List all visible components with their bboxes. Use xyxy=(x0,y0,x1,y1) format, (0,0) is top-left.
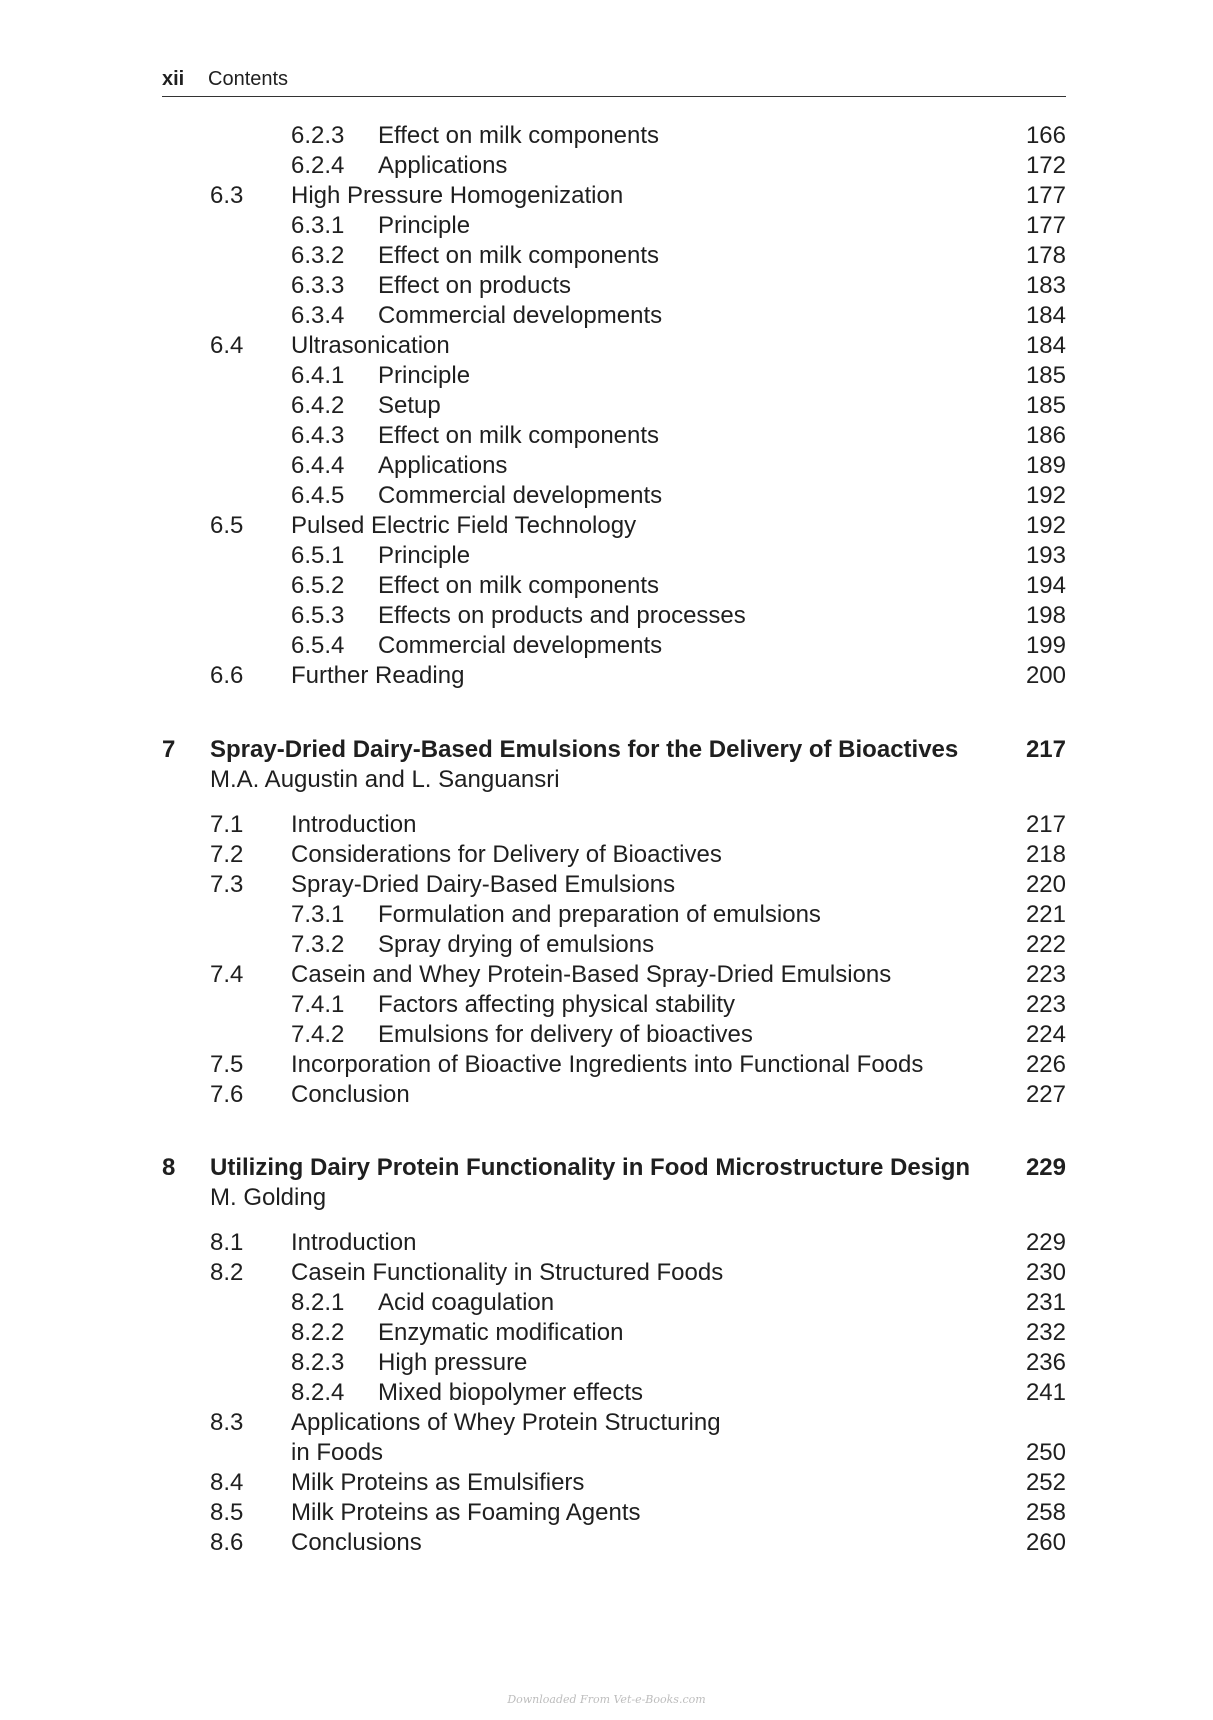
subsection-number: 6.3.4 xyxy=(291,302,345,329)
subsection-title: Factors affecting physical stability xyxy=(378,991,736,1018)
toc-section-row xyxy=(0,661,1213,691)
toc-subsection-row xyxy=(0,541,1213,571)
section-title: Milk Proteins as Emulsifiers xyxy=(291,1469,585,1496)
subsection-number: 6.4.1 xyxy=(291,362,345,389)
subsection-number: 6.5.1 xyxy=(291,542,345,569)
subsection-number: 6.4.3 xyxy=(291,422,345,449)
page-ref: 192 xyxy=(1025,512,1066,539)
toc-section-row xyxy=(0,1258,1213,1288)
subsection-number: 6.4.2 xyxy=(291,392,345,419)
page-ref: 184 xyxy=(1025,302,1066,329)
section-number: 6.5 xyxy=(210,512,244,539)
section-number: 7.4 xyxy=(210,961,244,988)
section-title: Introduction xyxy=(291,811,417,838)
subsection-number: 8.2.3 xyxy=(291,1349,345,1376)
toc-subsection-row xyxy=(0,1318,1213,1348)
section-number: 7.2 xyxy=(210,841,244,868)
subsection-number: 7.3.1 xyxy=(291,901,345,928)
page-ref: 217 xyxy=(1025,811,1066,838)
subsection-number: 8.2.2 xyxy=(291,1319,345,1346)
subsection-title: Mixed biopolymer effects xyxy=(378,1379,644,1406)
subsection-number: 6.5.4 xyxy=(291,632,345,659)
toc-section-row xyxy=(0,1050,1213,1080)
page-ref: 231 xyxy=(1025,1289,1066,1316)
subsection-title: Enzymatic modification xyxy=(378,1319,624,1346)
subsection-number: 6.4.5 xyxy=(291,482,345,509)
page-ref: 232 xyxy=(1025,1319,1066,1346)
toc-subsection-row xyxy=(0,571,1213,601)
chapter-heading xyxy=(0,1153,1213,1183)
page-ref: 192 xyxy=(1025,482,1066,509)
subsection-number: 6.5.2 xyxy=(291,572,345,599)
subsection-title: Effect on milk components xyxy=(378,242,660,269)
section-title: Further Reading xyxy=(291,662,465,689)
toc-section-row xyxy=(0,1468,1213,1498)
chapter-number: 7 xyxy=(162,736,176,763)
section-title: Incorporation of Bioactive Ingredients into Functional Foods xyxy=(291,1051,924,1078)
page-ref: 186 xyxy=(1025,422,1066,449)
subsection-title: Spray drying of emulsions xyxy=(378,931,655,958)
toc-section-row xyxy=(0,511,1213,541)
toc-section-row xyxy=(0,1080,1213,1110)
section-title: Introduction xyxy=(291,1229,417,1256)
chapter-heading xyxy=(0,735,1213,765)
page-ref: 193 xyxy=(1025,542,1066,569)
page-ref: 183 xyxy=(1025,272,1066,299)
section-title: High Pressure Homogenization xyxy=(291,182,624,209)
page-ref: 258 xyxy=(1025,1499,1066,1526)
page-ref: 172 xyxy=(1025,152,1066,179)
page-ref: 250 xyxy=(1025,1439,1066,1466)
subsection-number: 6.3.3 xyxy=(291,272,345,299)
chapter-page: 229 xyxy=(1025,1154,1066,1181)
page-ref: 166 xyxy=(1025,122,1066,149)
page-ref: 236 xyxy=(1025,1349,1066,1376)
subsection-number: 6.2.4 xyxy=(291,152,345,179)
subsection-title: Principle xyxy=(378,542,471,569)
page-ref: 199 xyxy=(1025,632,1066,659)
subsection-title: Applications xyxy=(378,152,508,179)
subsection-title: Commercial developments xyxy=(378,482,663,509)
subsection-title: Effect on milk components xyxy=(378,122,660,149)
section-number: 8.2 xyxy=(210,1259,244,1286)
toc-subsection-row xyxy=(0,421,1213,451)
page-ref: 260 xyxy=(1025,1529,1066,1556)
subsection-number: 6.5.3 xyxy=(291,602,345,629)
page-ref: 241 xyxy=(1025,1379,1066,1406)
page-ref: 222 xyxy=(1025,931,1066,958)
subsection-number: 7.3.2 xyxy=(291,931,345,958)
subsection-number: 6.3.2 xyxy=(291,242,345,269)
toc-subsection-row xyxy=(0,631,1213,661)
section-title: Milk Proteins as Foaming Agents xyxy=(291,1499,641,1526)
section-title: Casein Functionality in Structured Foods xyxy=(291,1259,724,1286)
subsection-title: Emulsions for delivery of bioactives xyxy=(378,1021,753,1048)
subsection-title: Principle xyxy=(378,362,471,389)
page-ref: 230 xyxy=(1025,1259,1066,1286)
toc-subsection-row xyxy=(0,481,1213,511)
chapter-title: Spray-Dried Dairy-Based Emulsions for the Delivery of Bioactives xyxy=(210,736,959,763)
subsection-title: Principle xyxy=(378,212,471,239)
toc-subsection-row xyxy=(0,1378,1213,1408)
section-title: Ultrasonication xyxy=(291,332,450,359)
toc-subsection-row xyxy=(0,1348,1213,1378)
section-title: in Foods xyxy=(291,1439,384,1466)
subsection-title: Acid coagulation xyxy=(378,1289,555,1316)
page-ref: 185 xyxy=(1025,392,1066,419)
page-ref: 178 xyxy=(1025,242,1066,269)
page-ref: 224 xyxy=(1025,1021,1066,1048)
subsection-number: 8.2.4 xyxy=(291,1379,345,1406)
toc-subsection-row xyxy=(0,361,1213,391)
section-number: 8.6 xyxy=(210,1529,244,1556)
section-number: 6.4 xyxy=(210,332,244,359)
section-number: 7.6 xyxy=(210,1081,244,1108)
watermark: Downloaded From Vet-e-Books.com xyxy=(507,1693,706,1706)
toc-subsection-row xyxy=(0,241,1213,271)
page-ref: 194 xyxy=(1025,572,1066,599)
toc-section-row xyxy=(0,1408,1213,1438)
toc-subsection-row xyxy=(0,271,1213,301)
page-ref: 223 xyxy=(1025,961,1066,988)
chapter-title: Utilizing Dairy Protein Functionality in Food Microstructure Design xyxy=(210,1154,971,1181)
toc-subsection-row xyxy=(0,990,1213,1020)
page-ref: 229 xyxy=(1025,1229,1066,1256)
subsection-title: Applications xyxy=(378,452,508,479)
toc-subsection-row xyxy=(0,211,1213,241)
subsection-title: Effect on milk components xyxy=(378,572,660,599)
toc-section-row xyxy=(0,181,1213,211)
page-ref: 189 xyxy=(1025,452,1066,479)
page-ref: 200 xyxy=(1025,662,1066,689)
section-title: Considerations for Delivery of Bioactives xyxy=(291,841,722,868)
subsection-number: 6.3.1 xyxy=(291,212,345,239)
toc-section-row xyxy=(0,810,1213,840)
toc-subsection-row xyxy=(0,601,1213,631)
toc-subsection-row xyxy=(0,451,1213,481)
page-ref: 221 xyxy=(1025,901,1066,928)
chapter-author: M. Golding xyxy=(210,1184,327,1211)
toc-section-row xyxy=(0,1498,1213,1528)
section-number: 7.1 xyxy=(210,811,244,838)
toc-subsection-row xyxy=(0,391,1213,421)
section-number: 6.6 xyxy=(210,662,244,689)
section-title: Conclusion xyxy=(291,1081,410,1108)
chapter-author: M.A. Augustin and L. Sanguansri xyxy=(210,766,560,793)
subsection-title: Effect on products xyxy=(378,272,572,299)
page-ref: 220 xyxy=(1025,871,1066,898)
toc-subsection-row xyxy=(0,301,1213,331)
toc-section-row xyxy=(0,870,1213,900)
page-ref: 218 xyxy=(1025,841,1066,868)
chapter-number: 8 xyxy=(162,1154,176,1181)
subsection-number: 7.4.2 xyxy=(291,1021,345,1048)
subsection-title: Commercial developments xyxy=(378,632,663,659)
toc-subsection-row xyxy=(0,121,1213,151)
page-ref: 177 xyxy=(1025,182,1066,209)
toc-section-row xyxy=(0,840,1213,870)
toc-subsection-row xyxy=(0,151,1213,181)
toc-section-row xyxy=(0,1528,1213,1558)
subsection-title: Effects on products and processes xyxy=(378,602,746,629)
page-ref: 226 xyxy=(1025,1051,1066,1078)
subsection-title: Effect on milk components xyxy=(378,422,660,449)
page-number: xii xyxy=(162,68,185,90)
chapter-page: 217 xyxy=(1025,736,1066,763)
toc-section-row xyxy=(0,331,1213,361)
section-title: Applications of Whey Protein Structuring xyxy=(291,1409,721,1436)
toc-section-row xyxy=(0,1438,1213,1468)
subsection-number: 8.2.1 xyxy=(291,1289,345,1316)
page-ref: 252 xyxy=(1025,1469,1066,1496)
section-number: 8.1 xyxy=(210,1229,244,1256)
section-number: 8.5 xyxy=(210,1499,244,1526)
section-title: Spray-Dried Dairy-Based Emulsions xyxy=(291,871,676,898)
section-title: Pulsed Electric Field Technology xyxy=(291,512,637,539)
subsection-number: 6.4.4 xyxy=(291,452,345,479)
toc-subsection-row xyxy=(0,1288,1213,1318)
toc-section-row xyxy=(0,1228,1213,1258)
subsection-title: Formulation and preparation of emulsions xyxy=(378,901,821,928)
page-ref: 184 xyxy=(1025,332,1066,359)
section-number: 7.5 xyxy=(210,1051,244,1078)
toc-subsection-row xyxy=(0,1020,1213,1050)
page-ref: 177 xyxy=(1025,212,1066,239)
section-number: 7.3 xyxy=(210,871,244,898)
page-ref: 185 xyxy=(1025,362,1066,389)
section-number: 6.3 xyxy=(210,182,244,209)
section-number: 8.3 xyxy=(210,1409,244,1436)
chapter-author-row xyxy=(0,1183,1213,1213)
page-ref: 198 xyxy=(1025,602,1066,629)
subsection-number: 7.4.1 xyxy=(291,991,345,1018)
page-ref: 227 xyxy=(1025,1081,1066,1108)
subsection-number: 6.2.3 xyxy=(291,122,345,149)
section-number: 8.4 xyxy=(210,1469,244,1496)
toc-section-row xyxy=(0,960,1213,990)
page-ref: 223 xyxy=(1025,991,1066,1018)
subsection-title: High pressure xyxy=(378,1349,528,1376)
section-title: Casein and Whey Protein-Based Spray-Dried Emulsions xyxy=(291,961,892,988)
section-title: Conclusions xyxy=(291,1529,422,1556)
toc-subsection-row xyxy=(0,900,1213,930)
subsection-title: Commercial developments xyxy=(378,302,663,329)
subsection-title: Setup xyxy=(378,392,441,419)
toc-subsection-row xyxy=(0,930,1213,960)
chapter-author-row xyxy=(0,765,1213,795)
running-title: Contents xyxy=(208,68,289,90)
